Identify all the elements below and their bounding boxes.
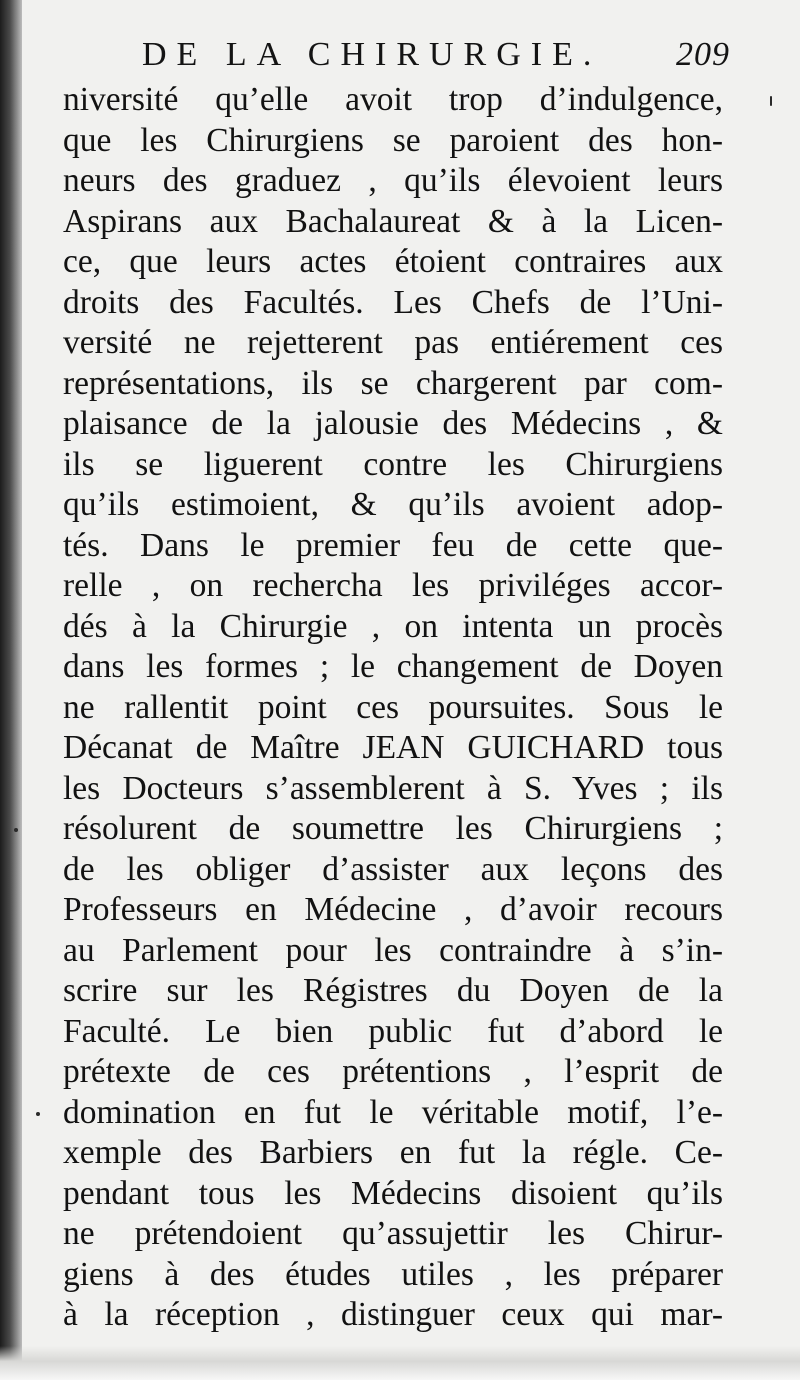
text-line: Professeurs en Médecine , d’avoir recours: [63, 891, 723, 928]
text-line: pendant tous les Médecins disoient qu’ils: [63, 1174, 723, 1212]
text-line: niversité qu’elle avoit trop d’indulgence,: [63, 81, 723, 118]
scan-speck: [36, 1112, 40, 1116]
text-line: giens à des études utiles , les préparer: [63, 1255, 723, 1293]
text-line: scrire sur les Régistres du Doyen de la: [63, 972, 723, 1009]
text-line: ne prétendoient qu’assujettir les Chirur-: [63, 1215, 723, 1252]
running-head: [70, 36, 730, 86]
text-line: xemple des Barbiers en fut la régle. Ce-: [63, 1134, 723, 1171]
text-line: prétexte de ces prétentions , l’esprit de: [63, 1053, 723, 1090]
text-line: ce, que leurs actes étoient contraires aux: [63, 243, 723, 280]
text-line: dans les formes ; le changement de Doyen: [63, 648, 723, 685]
body-text: [63, 80, 723, 1336]
text-line: droits des Facultés. Les Chefs de l’Uni-: [63, 283, 723, 321]
scan-speck: [14, 828, 18, 832]
text-line: plaisance de la jalousie des Médecins , &: [63, 405, 723, 442]
page-gutter-shadow: [0, 0, 22, 1380]
text-line: représentations, ils se chargerent par com-: [63, 364, 723, 402]
text-line: que les Chirurgiens se paroient des hon-: [63, 121, 723, 159]
text-line: Décanat de Maître JEAN GUICHARD tous: [63, 729, 723, 766]
text-line: Aspirans aux Bachalaureat & à la Licen-: [63, 202, 723, 240]
text-line: résolurent de soumettre les Chirurgiens ;: [63, 810, 723, 847]
text-line: relle , on rechercha les priviléges accor-: [63, 567, 723, 604]
text-line: domination en fut le véritable motif, l’e-: [63, 1093, 723, 1131]
text-line: versité ne rejetterent pas entiérement ces: [63, 324, 723, 361]
page-number: 209: [676, 36, 730, 73]
text-line: de les obliger d’assister aux leçons des: [63, 850, 723, 888]
scan-speck: [770, 96, 772, 106]
text-line: ils se liguerent contre les Chirurgiens: [63, 445, 723, 483]
text-line: au Parlement pour les contraindre à s’in-: [63, 931, 723, 969]
text-line: à la réception , distinguer ceux qui mar-: [63, 1296, 723, 1333]
running-head-title: DE LA CHIRURGIE.: [142, 36, 602, 73]
text-line: neurs des graduez , qu’ils élevoient leurs: [63, 162, 723, 199]
text-line: Faculté. Le bien public fut d’abord le: [63, 1012, 723, 1050]
text-line: ne rallentit point ces poursuites. Sous le: [63, 688, 723, 726]
text-line: les Docteurs s’assemblerent à S. Yves ; ils: [63, 769, 723, 807]
page-bottom-edge: [0, 1346, 800, 1380]
text-line: tés. Dans le premier feu de cette que-: [63, 526, 723, 564]
text-line: dés à la Chirurgie , on intenta un procès: [63, 607, 723, 645]
text-line: qu’ils estimoient, & qu’ils avoient adop-: [63, 486, 723, 523]
